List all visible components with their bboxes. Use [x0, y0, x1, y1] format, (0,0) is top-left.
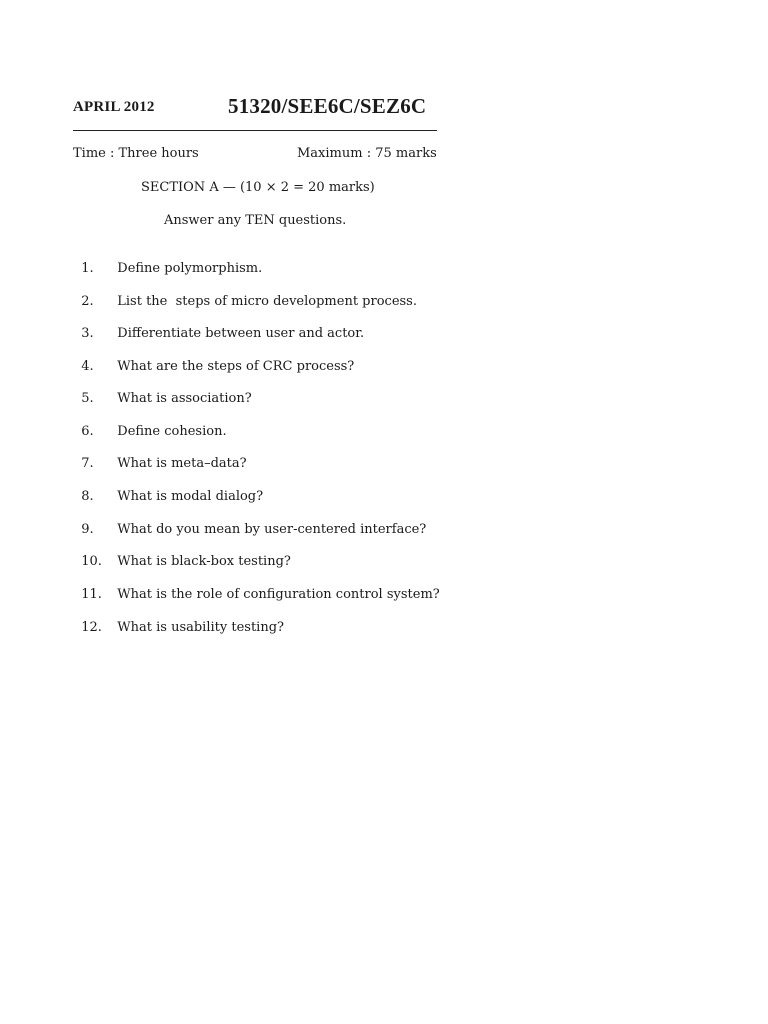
- question-number: 5.: [81, 391, 94, 406]
- exam-date: APRIL 2012: [73, 99, 155, 115]
- question-number: 8.: [81, 489, 94, 504]
- question-number: 7.: [81, 456, 94, 471]
- question-number: 9.: [81, 522, 94, 537]
- question-number: 3.: [81, 326, 94, 341]
- question-number: 10.: [81, 554, 102, 569]
- question-text: What is usability testing?: [117, 620, 284, 635]
- section-instruction: Answer any TEN questions.: [164, 213, 347, 228]
- question-text: What is meta–data?: [117, 456, 247, 471]
- question-item: [73, 376, 252, 406]
- question-item: [73, 311, 364, 341]
- question-item: [73, 246, 262, 276]
- maximum-marks: Maximum : 75 marks: [297, 146, 437, 161]
- question-item: [73, 441, 247, 471]
- question-text: Define cohesion.: [117, 424, 227, 439]
- question-text: What is the role of configuration control system?: [117, 587, 440, 602]
- question-number: 2.: [81, 294, 94, 309]
- question-item: [73, 539, 291, 569]
- header-divider: [73, 130, 437, 131]
- question-item: [73, 409, 227, 439]
- question-item: [73, 474, 263, 504]
- question-text: List the steps of micro development process.: [117, 294, 417, 309]
- question-item: [73, 344, 354, 374]
- question-text: Differentiate between user and actor.: [117, 326, 365, 341]
- question-text: What are the steps of CRC process?: [117, 359, 355, 374]
- question-text: What is association?: [117, 391, 252, 406]
- question-number: 1.: [81, 261, 94, 276]
- question-item: [73, 605, 284, 635]
- question-number: 6.: [81, 424, 94, 439]
- question-text: What is black-box testing?: [117, 554, 291, 569]
- question-number: 11.: [81, 587, 102, 602]
- question-text: What do you mean by user-centered interface?: [117, 522, 427, 537]
- question-item: [73, 572, 440, 602]
- question-item: [73, 507, 426, 537]
- exam-duration: Time : Three hours: [73, 146, 199, 161]
- question-item: [73, 279, 417, 309]
- question-text: Define polymorphism.: [117, 261, 263, 276]
- question-number: 12.: [81, 620, 102, 635]
- paper-code: 51320/SEE6C/SEZ6C: [228, 94, 427, 118]
- section-title: SECTION A — (10 × 2 = 20 marks): [141, 180, 375, 195]
- question-text: What is modal dialog?: [117, 489, 264, 504]
- question-number: 4.: [81, 359, 94, 374]
